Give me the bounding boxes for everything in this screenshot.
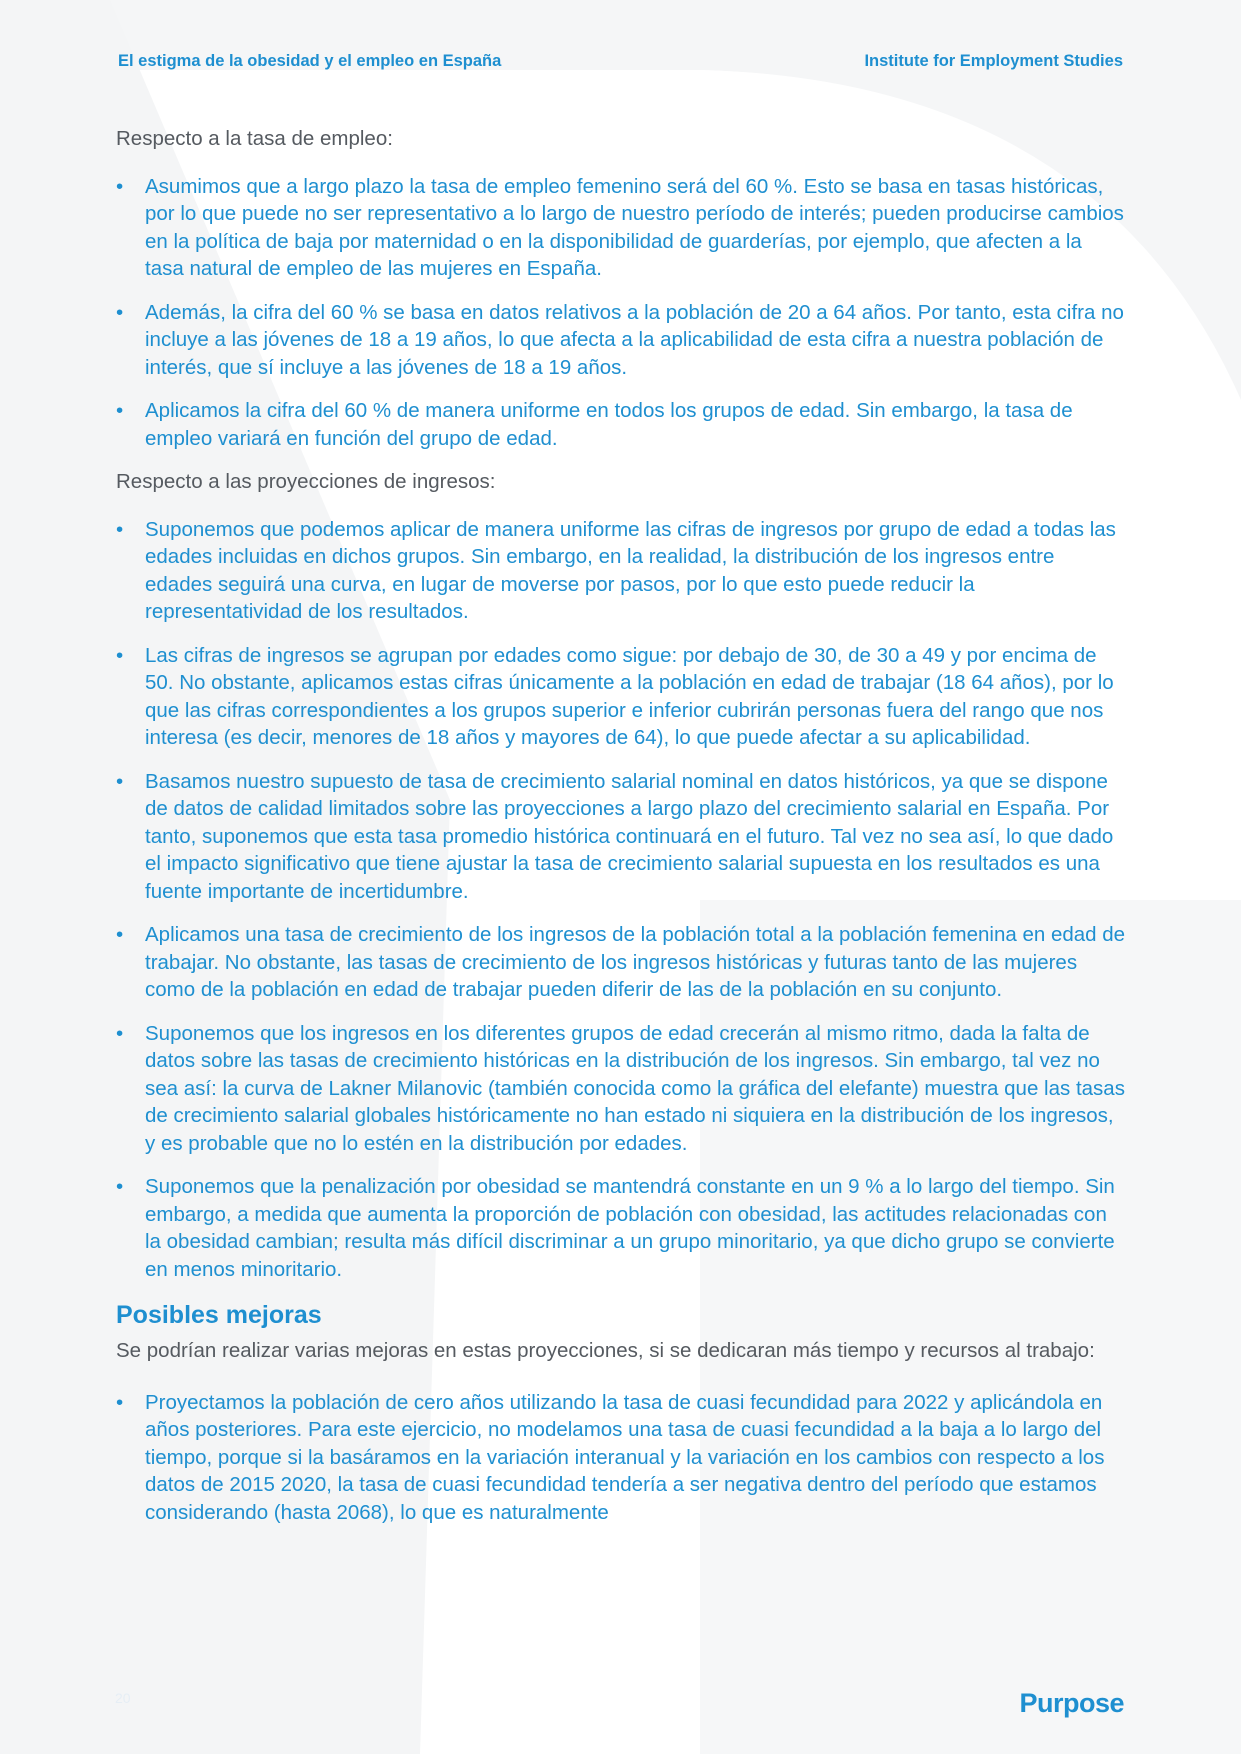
employment-bullet-list — [116, 173, 1126, 453]
purpose-logo: Purpose — [1019, 1688, 1124, 1718]
bullet-icon: • — [116, 769, 124, 793]
list-item: • Aplicamos una tasa de crecimiento de los ingresos de la población total a la población femenina en edad de trabajar. No obstante, las tasas de crecimiento de los ingresos históricas y futuras tanto de las mujeres como de la población en edad de trabajar pueden diferir de las de la población en su conjunto. — [116, 923, 1126, 1001]
bullet-icon: • — [116, 1175, 124, 1198]
list-item: • Suponemos que podemos aplicar de manera uniforme las cifras de ingresos por grupo de edad a todas las edades incluidas en dichos grupos. Sin embargo, en la realidad, la distribución de los ingresos entre edades seguirá una curva, en lugar de moverse por pasos, por lo que esto puede reducir la representatividad de los resultados. — [116, 517, 1116, 623]
list-item: • Aplicamos la cifra del 60 % de manera uniforme en todos los grupos de edad. Sin embargo, la tasa de empleo variará en función del grupo de edad. — [116, 399, 1073, 450]
list-item: • Las cifras de ingresos se agrupan por edades como sigue: por debajo de 30, de 30 a 49 y por encima de 50. No obstante, aplicamos estas cifras únicamente a la población en edad de trabajar (18 64 años), por lo que las cifras correspondientes a los grupos superior e inferior cubrirán personas fuera del rango que nos interesa (es decir, menores de 18 años y mayores de 64), lo que puede afectar a su aplicabilidad. — [116, 643, 1114, 749]
bullet-icon: • — [116, 1390, 124, 1414]
income-intro: Respecto a las proyecciones de ingresos: — [116, 470, 496, 493]
bullet-icon: • — [116, 174, 124, 198]
bullet-icon: • — [116, 399, 124, 422]
income-bullet-list — [116, 516, 1126, 1284]
improvements-intro: Se podrían realizar varias mejoras en estas proyecciones, si se dedicaran más tiempo y recursos al trabajo: — [116, 1339, 1095, 1362]
bullet-icon: • — [116, 517, 124, 541]
bullet-icon: • — [116, 643, 124, 667]
list-item: • Suponemos que la penalización por obesidad se mantendrá constante en un 9 % a lo largo del tiempo. Sin embargo, a medida que aumenta la proporción de población con obesidad, las actitudes relacionadas con la obesidad cambian; resulta más difícil discriminar a un grupo minoritario, ya que dicho grupo se convierte en menos minoritario. — [116, 1175, 1115, 1281]
improvements-bullet-list — [116, 1389, 1126, 1527]
main-content — [116, 125, 1126, 1542]
header-document-title: El estigma de la obesidad y el empleo en España — [118, 52, 502, 70]
page-number: 20 — [115, 1690, 131, 1706]
bullet-icon: • — [116, 923, 124, 946]
list-item: • Asumimos que a largo plazo la tasa de empleo femenino será del 60 %. Esto se basa en tasas históricas, por lo que puede no ser representativo a lo largo de nuestro período de interés; pueden producirse cambios en la política de baja por maternidad o en la disponibilidad de guarderías, por ejemplo, que afecten a la tasa natural de empleo de las mujeres en España. — [116, 174, 1124, 280]
list-item: • Proyectamos la población de cero años utilizando la tasa de cuasi fecundidad para 2022 y aplicándola en años posteriores. Para este ejercicio, no modelamos una tasa de cuasi fecundidad a la baja a lo largo del tiempo, porque si la basáramos en la variación interanual y la variación en los cambios con respecto a los datos de 2015 2020, la tasa de cuasi fecundidad tendería a ser negativa dentro del período que estamos considerando (hasta 2068), lo que es naturalmente — [116, 1390, 1105, 1524]
list-item: • Basamos nuestro supuesto de tasa de crecimiento salarial nominal en datos históricos, ya que se dispone de datos de calidad limitados sobre las proyecciones a largo plazo del crecimiento salarial en España. Por tanto, suponemos que esta tasa promedio histórica continuará en el futuro. Tal vez no sea así, lo que dado el impacto significativo que tiene ajustar la tasa de crecimiento salarial supuesta en los resultados es una fuente importante de incertidumbre. — [116, 769, 1114, 903]
employment-intro: Respecto a la tasa de empleo: — [116, 127, 393, 150]
header-organization: Institute for Employment Studies — [864, 52, 1123, 70]
improvements-heading: Posibles mejoras — [116, 1301, 322, 1329]
bullet-icon: • — [116, 300, 124, 324]
page-header — [118, 52, 1123, 71]
list-item: • Suponemos que los ingresos en los diferentes grupos de edad crecerán al mismo ritmo, dada la falta de datos sobre las tasas de crecimiento históricas en la distribución de los ingresos. Sin embargo, tal vez no sea así: la curva de Lakner Milanovic (también conocida como la gráfica del elefante) muestra que las tasas de crecimiento salarial globales históricamente no han estado ni siquiera en la distribución de los ingresos, y es probable que no lo estén en la distribución por edades. — [116, 1021, 1125, 1155]
bullet-icon: • — [116, 1021, 124, 1045]
list-item: • Además, la cifra del 60 % se basa en datos relativos a la población de 20 a 64 años. Por tanto, esta cifra no incluye a las jóvenes de 18 a 19 años, lo que afecta a la aplicabilidad de esta cifra a nuestra población de interés, que sí incluye a las jóvenes de 18 a 19 años. — [116, 300, 1124, 379]
